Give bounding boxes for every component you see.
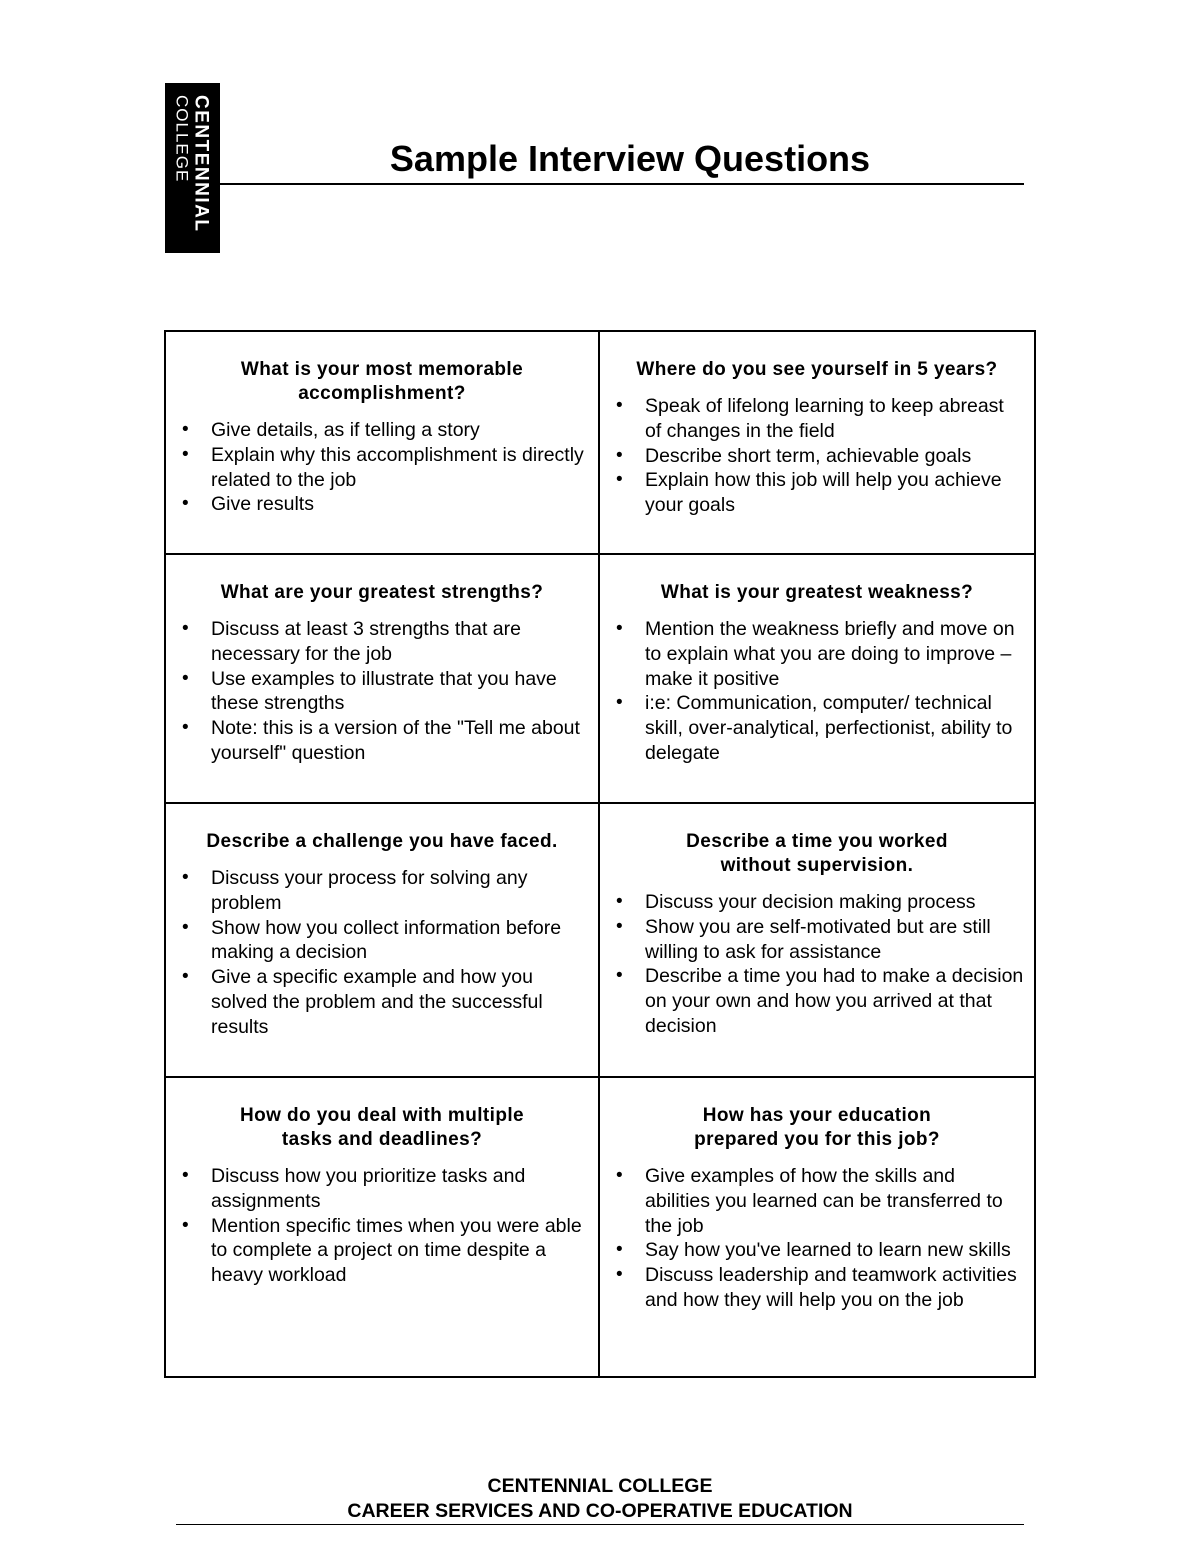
tips-list xyxy=(176,1164,588,1288)
tip-item: • Discuss at least 3 strengths that are necessary for the job xyxy=(176,617,588,667)
tip-item: • Speak of lifelong learning to keep abreast of changes in the field xyxy=(610,394,1024,444)
tip-item: • Use examples to illustrate that you have these strengths xyxy=(176,667,588,717)
question-heading: How has your education prepared you for this job? xyxy=(694,1105,940,1150)
tip-item: • Explain why this accomplishment is directly related to the job xyxy=(176,443,588,493)
tips-list xyxy=(610,1164,1024,1313)
footer xyxy=(176,1474,1024,1524)
questions-grid xyxy=(164,330,1036,1378)
question-cell xyxy=(600,804,1034,1078)
question-heading: What is your most memorable accomplishment? xyxy=(240,359,524,404)
tip-item: • Give details, as if telling a story xyxy=(176,418,588,443)
tip-item: • Show how you collect information before making a decision xyxy=(176,916,588,966)
tip-item: • Describe a time you had to make a decision on your own and how you arrived at that decision xyxy=(610,964,1024,1038)
college-logo xyxy=(165,83,220,253)
question-heading: How do you deal with multiple tasks and deadlines? xyxy=(240,1105,524,1150)
tip-item: • Explain how this job will help you achieve your goals xyxy=(610,468,1024,518)
question-heading: Describe a time you worked without supervision. xyxy=(686,831,948,876)
tip-item: • Discuss your process for solving any problem xyxy=(176,866,588,916)
tip-item: • Discuss your decision making process xyxy=(610,890,1024,915)
tip-item: • Mention the weakness briefly and move on to explain what you are doing to improve – make it positive xyxy=(610,617,1024,691)
tip-item: • Note: this is a version of the "Tell me about yourself" question xyxy=(176,716,588,766)
tips-list xyxy=(610,394,1024,518)
tip-item: • Discuss how you prioritize tasks and assignments xyxy=(176,1164,588,1214)
question-cell xyxy=(600,555,1034,804)
question-heading: What is your greatest weakness? xyxy=(660,582,974,603)
tips-list xyxy=(610,890,1024,1039)
page-title: Sample Interview Questions xyxy=(389,138,871,179)
tip-item: • Give results xyxy=(176,492,588,517)
tip-item: • Say how you've learned to learn new skills xyxy=(610,1238,1024,1263)
question-heading: Describe a challenge you have faced. xyxy=(206,831,558,852)
question-cell xyxy=(166,332,600,555)
footer-college-name: CENTENNIAL COLLEGE xyxy=(487,1475,713,1497)
tip-item: • Describe short term, achievable goals xyxy=(610,444,1024,469)
question-heading: Where do you see yourself in 5 years? xyxy=(636,359,998,380)
tips-list xyxy=(176,866,588,1040)
tip-item: • Give a specific example and how you solved the problem and the successful results xyxy=(176,965,588,1039)
tip-item: • i:e: Communication, computer/ technical skill, over-analytical, perfectionist, ability to delegate xyxy=(610,691,1024,765)
tip-item: • Give examples of how the skills and abilities you learned can be transferred to the job xyxy=(610,1164,1024,1238)
question-cell xyxy=(600,332,1034,555)
footer-divider xyxy=(176,1524,1024,1525)
logo-line-centennial: CENTENNIAL xyxy=(190,95,212,233)
title-divider xyxy=(220,183,1024,185)
logo-wordmark xyxy=(165,83,220,253)
tip-item: • Show you are self-motivated but are still willing to ask for assistance xyxy=(610,915,1024,965)
tip-item: • Mention specific times when you were able to complete a project on time despite a heavy workload xyxy=(176,1214,588,1288)
logo-line-college: COLLEGE xyxy=(172,95,192,183)
tips-list xyxy=(176,418,588,517)
tips-list xyxy=(610,617,1024,766)
question-cell xyxy=(600,1078,1034,1376)
question-cell xyxy=(166,804,600,1078)
tips-list xyxy=(176,617,588,766)
question-cell xyxy=(166,555,600,804)
footer-department: CAREER SERVICES AND CO-OPERATIVE EDUCATION xyxy=(347,1500,853,1522)
question-cell xyxy=(166,1078,600,1376)
tip-item: • Discuss leadership and teamwork activities and how they will help you on the job xyxy=(610,1263,1024,1313)
question-heading: What are your greatest strengths? xyxy=(220,582,544,603)
